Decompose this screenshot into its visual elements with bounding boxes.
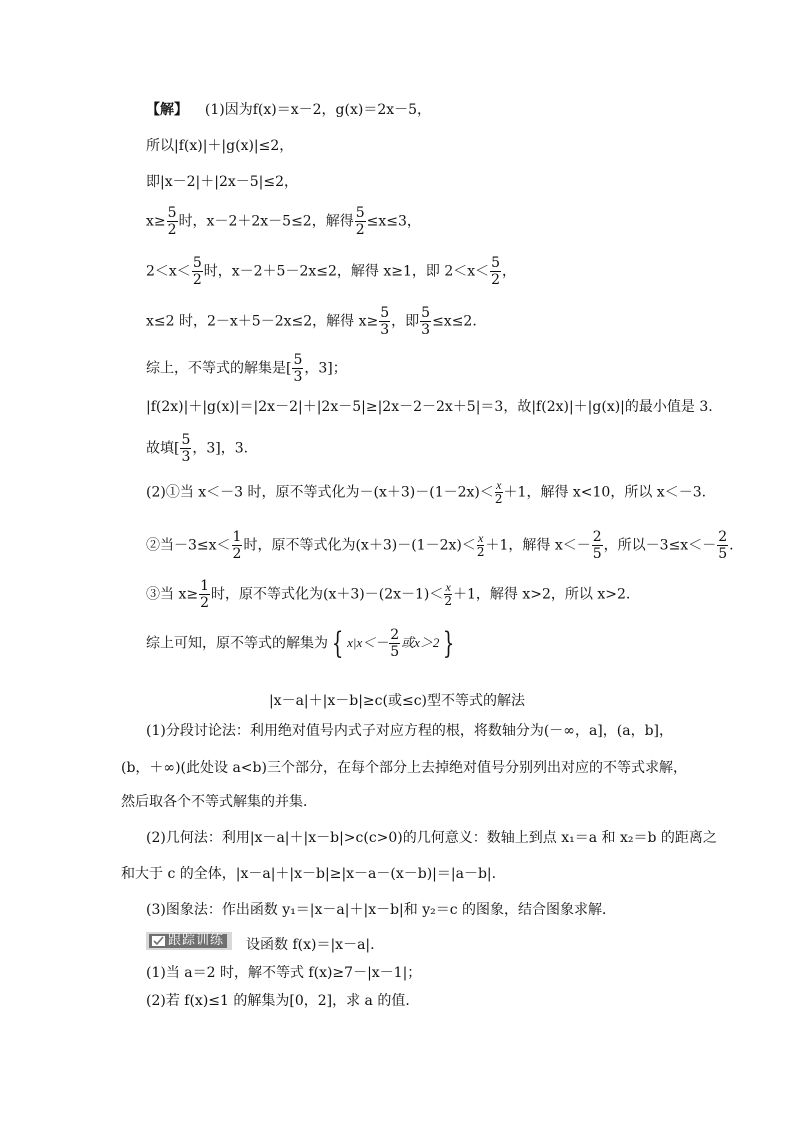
summary-text-b: ，3]；: [304, 360, 347, 377]
fraction-5-3: $\frac{5}{3}$: [421, 305, 431, 338]
method1-line-b: (b，＋∞)(此处设 a<b)三个部分，在每个部分上去掉绝对值号分别列出对应的不等式求解，: [121, 760, 687, 776]
fraction-2-5: $\frac{2}{5}$: [592, 529, 602, 562]
solution-intro-line: [146, 100, 431, 120]
min-value-line: |f(2x)|＋|g(x)|＝|2x－2|＋|2x－5|≥|2x－2－2x＋5|＝3，故|f(2x)|＋|g(x)|的最小值是 3.: [146, 399, 713, 415]
p2c2-text-d: ，所以－3≤x＜－: [603, 537, 717, 554]
method-heading: |x－a|＋|x－b|≥c(或≤c)型不等式的解法: [268, 693, 526, 709]
case2-text-c: ，: [502, 263, 517, 280]
part2-summary-line: [146, 627, 459, 660]
fraction-5-3: $\frac{5}{3}$: [181, 432, 191, 465]
p2c2-text-c: ＋1，解得 x＜－: [485, 537, 591, 554]
fraction-2-5: $\frac{2}{5}$: [390, 627, 400, 660]
fill-text-a: 故填[: [146, 440, 180, 457]
case2-line: [146, 255, 516, 288]
case1-text-b: 时，x－2＋2x－5≤2，解得: [178, 213, 354, 230]
fill-answer-line: [146, 432, 248, 465]
method2-line-b: 和大于 c 的全体，|x－a|＋|x－b|≥|x－a－(x－b)|＝|a－b|.: [121, 866, 497, 882]
case3-line: [146, 305, 477, 338]
solution-tag: 【解】: [146, 102, 188, 118]
p2c2-text-e: .: [729, 537, 734, 554]
summary-line: [146, 352, 347, 385]
method1-line-c: 然后取各个不等式解集的并集．: [121, 794, 317, 810]
fraction-5-3: $\frac{5}{3}$: [293, 352, 303, 385]
case1-line: [146, 205, 421, 238]
fraction-2-5: $\frac{2}{5}$: [718, 529, 728, 562]
fill-text-b: ，3]，3.: [192, 440, 249, 457]
case1-text-a: x≥: [146, 213, 166, 230]
follow-up-badge: [146, 931, 232, 951]
fraction-5-2: $\frac{5}{2}$: [355, 205, 365, 238]
summary-text-a: 综上，不等式的解集是[: [146, 360, 292, 377]
badge-label: 跟踪训练: [168, 933, 225, 948]
case3-text-a: x≤2 时，2－x＋5－2x≤2，解得 x≥: [146, 313, 379, 330]
p2c2-text-a: ②当－3≤x＜: [146, 537, 231, 554]
ie-line: 即|x－2|＋|2x－5|≤2，: [146, 174, 299, 190]
p2c3-text-c: ＋1，解得 x>2，所以 x>2.: [453, 586, 631, 603]
solution-set: { x|x＜－ $\frac{2}{5}$ 或x＞2 }: [331, 625, 455, 661]
part1-intro: (1)因为f(x)＝x－2，g(x)＝2x－5，: [204, 102, 432, 118]
case1-text-c: ≤x≤3，: [366, 213, 421, 230]
fraction-x-2: $\frac{x}{2}$: [494, 478, 503, 506]
case2-text-a: 2＜x＜: [146, 263, 191, 280]
method2-line-a: (2)几何法：利用|x－a|＋|x－b|>c(c>0)的几何意义：数轴上到点 x₁＝a 和 x₂＝b 的距离之: [146, 830, 717, 846]
case2-text-b: 时，x－2＋5－2x≤2，解得 x≥1，即 2＜x＜: [203, 263, 490, 280]
part2-case1-line: [146, 479, 706, 506]
exercise-question-2: (2)若 f(x)≤1 的解集为[0，2]，求 a 的值．: [146, 993, 420, 1009]
case3-text-c: ≤x≤2.: [432, 313, 477, 330]
p2c3-text-a: ③当 x≥: [146, 586, 199, 603]
fraction-5-2: $\frac{5}{2}$: [192, 255, 202, 288]
part2-case2-line: [146, 529, 734, 562]
fraction-5-3: $\frac{5}{3}$: [380, 305, 390, 338]
exercise-question-1: (1)当 a＝2 时，解不等式 f(x)≥7－|x－1|；: [146, 965, 422, 981]
fraction-1-2: $\frac{1}{2}$: [232, 529, 242, 562]
fraction-5-2: $\frac{5}{2}$: [491, 255, 501, 288]
p2c1-text-a: (2)①当 x＜－3 时，原不等式化为－(x＋3)－(1－2x)＜: [146, 484, 494, 501]
method1-line-a: (1)分段讨论法：利用绝对值号内式子对应方程的根，将数轴分为(－∞，a]，(a，b]，: [146, 723, 673, 739]
fraction-x-2: $\frac{x}{2}$: [444, 580, 453, 608]
fraction-5-2: $\frac{5}{2}$: [167, 205, 177, 238]
p2-summary-text: 综上可知，原不等式的解集为: [146, 635, 328, 652]
case3-text-b: ，即: [391, 313, 420, 330]
p2c3-text-b: 时，原不等式化为(x＋3)－(2x－1)＜: [211, 586, 444, 603]
set-text-b: 或x＞2: [401, 635, 440, 650]
fraction-x-2: $\frac{x}{2}$: [476, 531, 485, 559]
fraction-1-2: $\frac{1}{2}$: [200, 578, 209, 611]
p2c2-text-b: 时，原不等式化为(x＋3)－(1－2x)＜: [243, 537, 476, 554]
set-text-a: x|x＜－: [347, 635, 389, 650]
p2c1-text-b: ＋1，解得 x<10，所以 x＜－3.: [503, 484, 707, 501]
method3-line: (3)图象法：作出函数 y₁＝|x－a|＋|x－b|和 y₂＝c 的图象，结合图象求解．: [146, 902, 617, 918]
part2-case3-line: [146, 578, 630, 611]
exercise-intro: 设函数 f(x)＝|x－a|.: [246, 937, 375, 953]
so-line: 所以|f(x)|＋|g(x)|≤2，: [146, 138, 294, 154]
